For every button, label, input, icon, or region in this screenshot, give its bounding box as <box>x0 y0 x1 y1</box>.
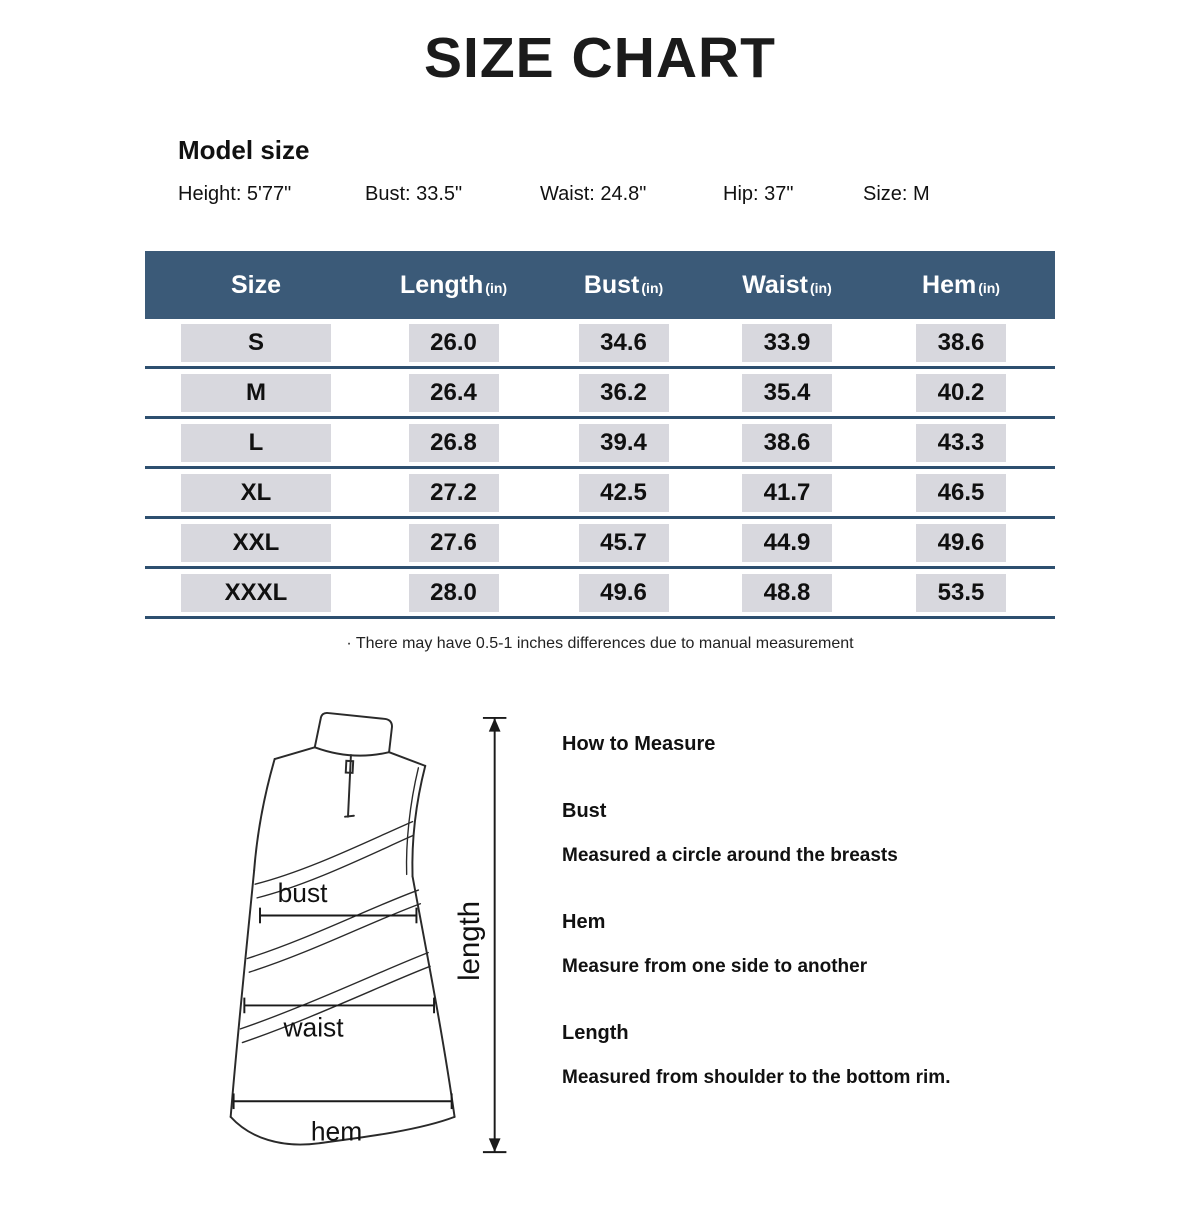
right-seam <box>413 876 455 1117</box>
column-header-bust <box>540 271 707 300</box>
cell-value: 40.2 <box>916 374 1006 412</box>
cell-value: S <box>181 324 331 362</box>
column-header-unit: (in) <box>485 279 508 296</box>
stripe <box>255 822 412 885</box>
right-armhole <box>412 766 425 876</box>
measure-term-bust: Bust <box>562 800 607 822</box>
cell-value: 46.5 <box>916 474 1006 512</box>
measure-desc-hem: Measure from one side to another <box>562 956 868 977</box>
value-cell <box>540 424 707 462</box>
column-header-unit: (in) <box>641 279 664 296</box>
cell-value: 44.9 <box>742 524 832 562</box>
value-cell <box>367 574 540 612</box>
size-row-xxxl <box>145 569 1055 619</box>
size-table-section <box>0 251 1200 653</box>
column-header-size <box>145 271 367 300</box>
value-cell <box>367 374 540 412</box>
cell-value: L <box>181 424 331 462</box>
model-size-section <box>178 135 1200 206</box>
value-cell <box>867 524 1055 562</box>
value-cell <box>540 374 707 412</box>
model-size-heading: Model size <box>178 135 310 165</box>
size-cell <box>145 374 367 412</box>
bust-label: bust <box>277 877 328 908</box>
value-cell <box>707 474 867 512</box>
garment-sketch <box>172 705 524 1167</box>
size-row-xxl <box>145 519 1055 569</box>
cell-value: 28.0 <box>409 574 499 612</box>
how-to-measure-items <box>562 800 950 1089</box>
model-specs-row <box>178 183 1200 206</box>
left-armhole <box>254 759 275 870</box>
arrow-down-icon <box>489 1138 501 1152</box>
column-header-hem <box>867 271 1055 300</box>
cell-value: XL <box>181 474 331 512</box>
column-header-length <box>367 271 540 300</box>
value-cell <box>867 574 1055 612</box>
cell-value: M <box>181 374 331 412</box>
cell-value: 45.7 <box>579 524 669 562</box>
cell-value: 49.6 <box>916 524 1006 562</box>
left-shoulder <box>275 747 315 759</box>
cell-value: 48.8 <box>742 574 832 612</box>
measure-desc-length: Measured from shoulder to the bottom rim. <box>562 1067 951 1088</box>
garment-diagram <box>172 705 524 1172</box>
size-cell <box>145 324 367 362</box>
size-row-l <box>145 419 1055 469</box>
size-row-xl <box>145 469 1055 519</box>
size-cell <box>145 474 367 512</box>
cell-value: 38.6 <box>742 424 832 462</box>
column-header-label: Waist <box>742 270 808 299</box>
column-header-label: Bust <box>583 270 640 299</box>
model-spec-size: Size: M <box>863 183 930 205</box>
collar-outline <box>315 713 392 752</box>
value-cell <box>707 574 867 612</box>
measure-guide-section <box>0 705 1200 1172</box>
collar-base <box>315 747 389 755</box>
size-cell <box>145 424 367 462</box>
length-label: length <box>453 900 487 981</box>
value-cell <box>707 424 867 462</box>
measure-term-hem: Hem <box>562 911 606 933</box>
model-spec-hip: Hip: 37" <box>723 183 794 205</box>
cell-value: 26.0 <box>409 324 499 362</box>
column-header-unit: (in) <box>978 279 1000 296</box>
size-table <box>145 251 1055 619</box>
model-spec-height: Height: 5'77" <box>178 183 292 205</box>
value-cell <box>367 524 540 562</box>
value-cell <box>540 474 707 512</box>
cell-value: 49.6 <box>579 574 669 612</box>
value-cell <box>867 474 1055 512</box>
measure-term-length: Length <box>562 1022 629 1044</box>
size-cell <box>145 524 367 562</box>
table-header-row <box>145 251 1055 319</box>
value-cell <box>540 524 707 562</box>
cell-value: 26.8 <box>409 424 499 462</box>
cell-value: 42.5 <box>579 474 669 512</box>
cell-value: 43.3 <box>916 424 1006 462</box>
cell-value: XXL <box>181 524 331 562</box>
value-cell <box>867 424 1055 462</box>
column-header-label: Hem <box>922 270 977 299</box>
stripe <box>247 890 418 958</box>
value-cell <box>367 424 540 462</box>
column-header-unit: (in) <box>809 279 832 296</box>
cell-value: 53.5 <box>916 574 1006 612</box>
size-cell <box>145 574 367 612</box>
cell-value: 34.6 <box>579 324 669 362</box>
value-cell <box>867 324 1055 362</box>
column-header-waist <box>707 271 867 300</box>
waist-label: waist <box>283 1012 344 1043</box>
cell-value: 38.6 <box>916 324 1006 362</box>
measure-desc-bust: Measured a circle around the breasts <box>562 845 898 866</box>
stripe <box>249 904 420 972</box>
how-to-measure-title: How to Measure <box>562 733 716 755</box>
value-cell <box>367 474 540 512</box>
value-cell <box>540 574 707 612</box>
cell-value: XXXL <box>181 574 331 612</box>
cell-value: 26.4 <box>409 374 499 412</box>
size-row-m <box>145 369 1055 419</box>
arrow-up-icon <box>489 718 501 732</box>
hem-label: hem <box>310 1116 363 1147</box>
size-row-s <box>145 319 1055 369</box>
how-to-measure-section <box>562 705 950 1172</box>
model-spec-waist: Waist: 24.8" <box>540 183 647 205</box>
right-shoulder <box>389 752 425 766</box>
value-cell <box>707 374 867 412</box>
model-spec-bust: Bust: 33.5" <box>365 183 463 205</box>
cell-value: 36.2 <box>579 374 669 412</box>
left-seam <box>231 870 254 1116</box>
cell-value: 39.4 <box>579 424 669 462</box>
cell-value: 35.4 <box>742 374 832 412</box>
value-cell <box>707 524 867 562</box>
cell-value: 27.2 <box>409 474 499 512</box>
value-cell <box>367 324 540 362</box>
value-cell <box>707 324 867 362</box>
cell-value: 33.9 <box>742 324 832 362</box>
measurement-note: · There may have 0.5-1 inches differences due to manual measurement <box>346 635 854 652</box>
value-cell <box>867 374 1055 412</box>
cell-value: 41.7 <box>742 474 832 512</box>
value-cell <box>540 324 707 362</box>
column-header-label: Size <box>230 270 282 299</box>
page-title: SIZE CHART <box>424 26 776 90</box>
column-header-label: Length <box>399 270 484 299</box>
cell-value: 27.6 <box>409 524 499 562</box>
